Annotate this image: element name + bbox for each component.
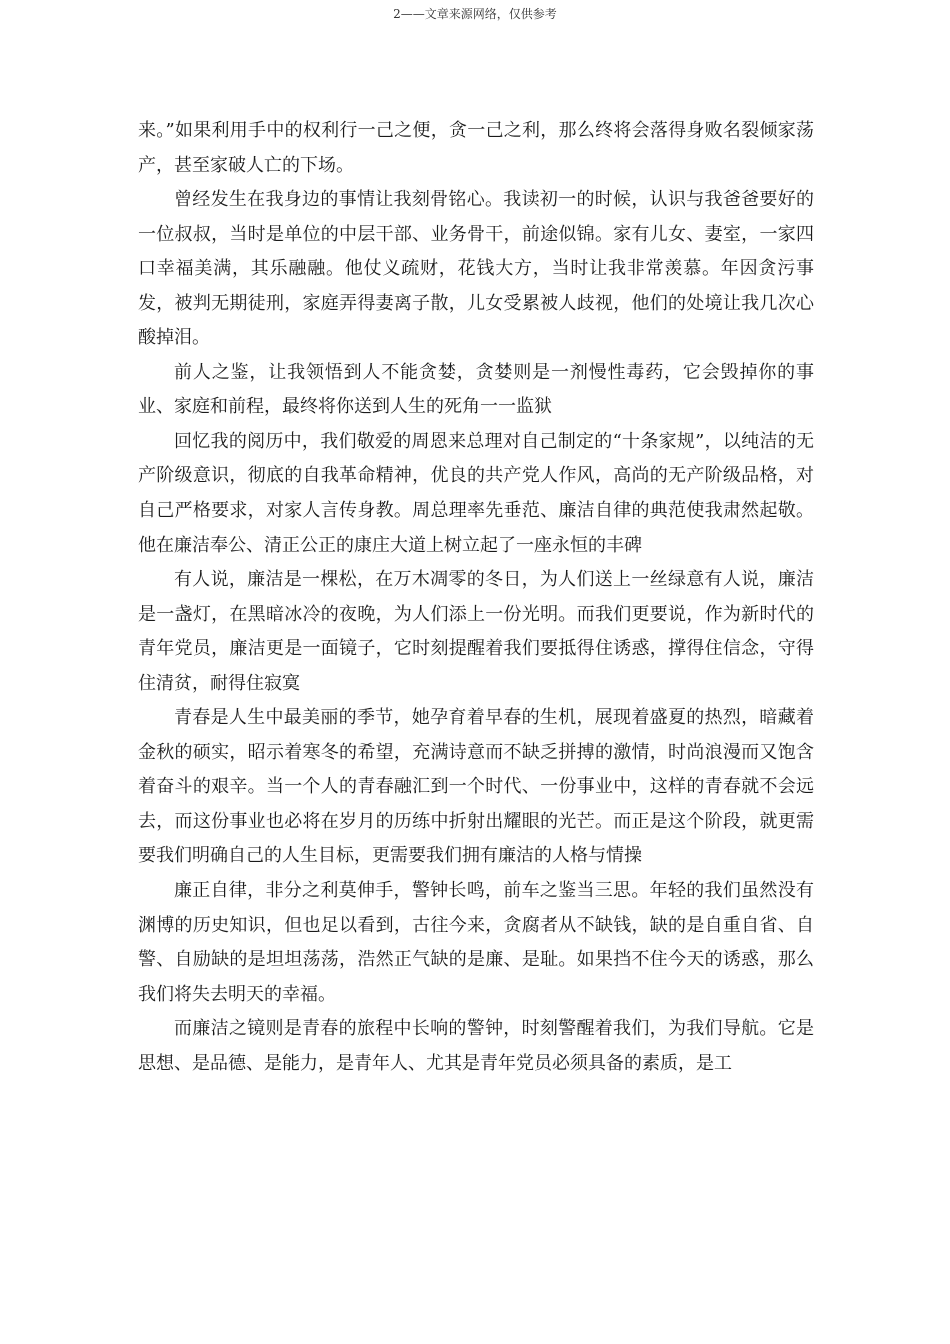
paragraph-8: 而廉洁之镜则是青春的旅程中长响的警钟，时刻警醒着我们，为我们导航。它是思想、是品德、是能力，是青年人、尤其是青年党员必须具备的素质，是工 [138,1018,814,1074]
paragraph-4: 回忆我的阅历中，我们敬爱的周恩来总理对自己制定的“十条家规”，以纯洁的无产阶级意识，彻底的自我革命精神，优良的共产党人作风，高尚的无产阶级品格，对自己严格要求，对家人言传身教。周总理率先垂范、廉洁自律的典范使我肃然起敬。他在廉洁奉公、清正公正的康庄大道上树立起了一座永恒的丰碑 [138,430,814,556]
paragraph-3: 前人之鉴，让我领悟到人不能贪婪，贪婪则是一剂慢性毒药，它会毁掉你的事业、家庭和前程，最终将你送到人生的死角一一监狱 [138,361,814,418]
paragraph-1: 来。”如果利用手中的权利行一己之便，贪一己之利，那么终将会落得身败名裂倾家荡产，甚至家破人亡的下场。 [138,120,814,176]
page-header: 2——文章来源网络，仅供参考 [393,7,557,21]
paragraph-6: 青春是人生中最美丽的季节，她孕育着早春的生机，展现着盛夏的热烈，暗藏着金秋的硕实，昭示着寒冬的希望，充满诗意而不缺乏拼搏的激情，时尚浪漫而又饱含着奋斗的艰辛。当一个人的青春融汇到一个时代、一份事业中，这样的青春就不会远去，而这份事业也必将在岁月的历练中折射出耀眼的光芒。而正是这个阶段，就更需要我们明确自己的人生目标，更需要我们拥有廉洁的人格与情操 [138,707,814,867]
paragraph-7: 廉正自律，非分之利莫伸手，警钟长鸣，前车之鉴当三思。年轻的我们虽然没有渊博的历史知识，但也足以看到，古往今来，贪腐者从不缺钱，缺的是自重自省、自警、自励缺的是坦坦荡荡，浩然正气缺的是廉、是耻。如果挡不住今天的诱惑，那么我们将失去明天的幸福。 [138,880,814,1005]
paragraph-5: 有人说，廉洁是一棵松，在万木凋零的冬日，为人们送上一丝绿意有人说，廉洁是一盏灯，在黑暗冰冷的夜晚，为人们添上一份光明。而我们更要说，作为新时代的青年党员，廉洁更是一面镜子，它时刻提醒着我们要抵得住诱惑，撑得住信念，守得住清贫，耐得住寂寞 [138,569,814,694]
document-body [138,114,814,1081]
paragraph-2: 曾经发生在我身边的事情让我刻骨铭心。我读初一的时候，认识与我爸爸要好的一位叔叔，当时是单位的中层干部、业务骨干，前途似锦。家有儿女、妻室，一家四口幸福美满，其乐融融。他仗义疏财，花钱大方，当时让我非常羡慕。年因贪污事发，被判无期徒刑，家庭弄得妻离子散，儿女受累被人歧视，他们的处境让我几次心酸掉泪。 [138,189,814,349]
